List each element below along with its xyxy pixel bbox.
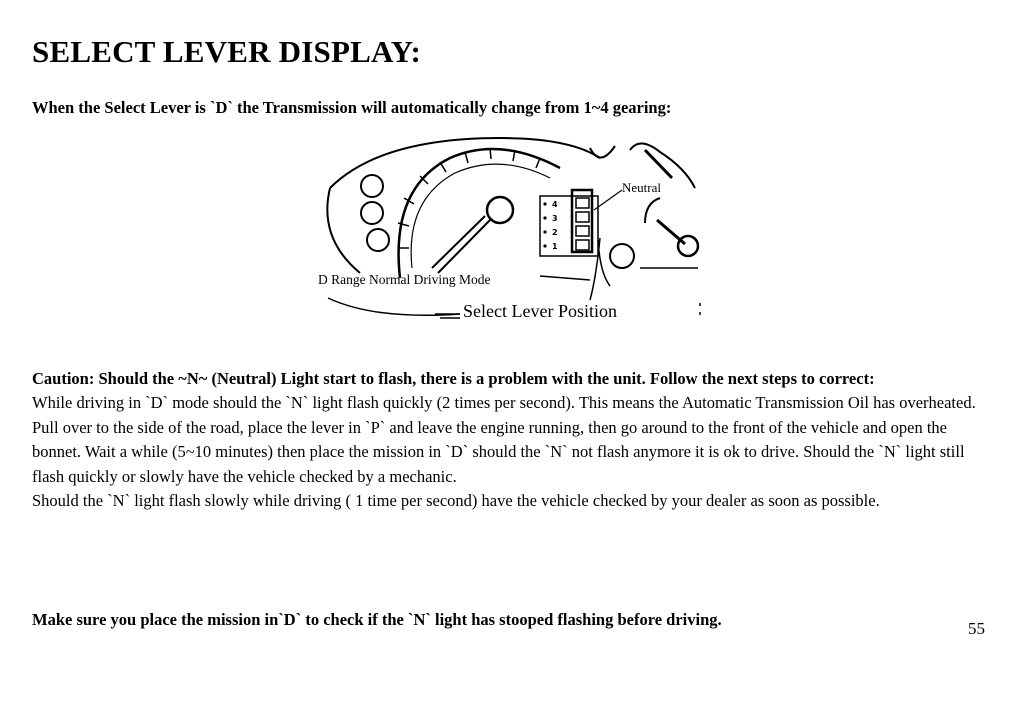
instrument-cluster-illustration bbox=[300, 128, 720, 328]
gear-mark-3: 3 bbox=[552, 214, 558, 223]
warning-light-3 bbox=[367, 229, 389, 251]
warning-light-2 bbox=[361, 202, 383, 224]
top-small-arc bbox=[590, 146, 615, 158]
cluster-left-edge bbox=[327, 188, 360, 273]
d-range-label: D Range Normal Driving Mode bbox=[318, 272, 491, 287]
gear-marks bbox=[543, 200, 558, 251]
gear-mark-2: 2 bbox=[552, 228, 558, 237]
needle-hub bbox=[487, 197, 513, 223]
caution-heading: Caution: Should the ~N~ (Neutral) Light start to flash, there is a problem with the unit. Follow the next steps to correct: bbox=[32, 369, 875, 388]
warning-light-right bbox=[610, 244, 634, 268]
section-subtitle: When the Select Lever is `D` the Transmission will automatically change from 1~4 gearing: bbox=[32, 98, 672, 117]
select-lever-leader bbox=[328, 298, 460, 315]
page-number: 55 bbox=[968, 619, 985, 638]
select-lever-position-label: Select Lever Position bbox=[463, 301, 617, 321]
warning-light-1 bbox=[361, 175, 383, 197]
paragraph-overheat: While driving in `D` mode should the `N` light flash quickly (2 times per second). This means the Automatic Transmission Oil has overheated. Pull over to the side of the road, place the lever in `P` and leave the engine running, then go around to the front of the vehicle and open the bonnet. Wait a while (5~10 minutes) then place the mission in `D` should the `N` not flash anymore it is ok to drive. Should the `N` light still flash quickly or slowly have the vehicle checked by a mechanic. bbox=[32, 393, 976, 486]
paragraph-slow-flash: Should the `N` light flash slowly while driving ( 1 time per second) have the vehicle checked by your dealer as soon as possible. bbox=[32, 491, 880, 511]
body-text bbox=[32, 367, 992, 513]
neutral-label: Neutral bbox=[622, 180, 661, 195]
gear-mark-1: 1 bbox=[552, 242, 558, 251]
footer-note: Make sure you place the mission in`D` to check if the `N` light has stooped flashing before driving. bbox=[32, 610, 722, 629]
page-title: SELECT LEVER DISPLAY: bbox=[32, 34, 421, 69]
gear-mark-4: 4 bbox=[552, 200, 558, 209]
speedometer-needle bbox=[438, 220, 490, 273]
cluster-drawing bbox=[300, 128, 720, 328]
speedometer-dial bbox=[399, 149, 560, 278]
cluster-hood-outline bbox=[330, 138, 600, 188]
